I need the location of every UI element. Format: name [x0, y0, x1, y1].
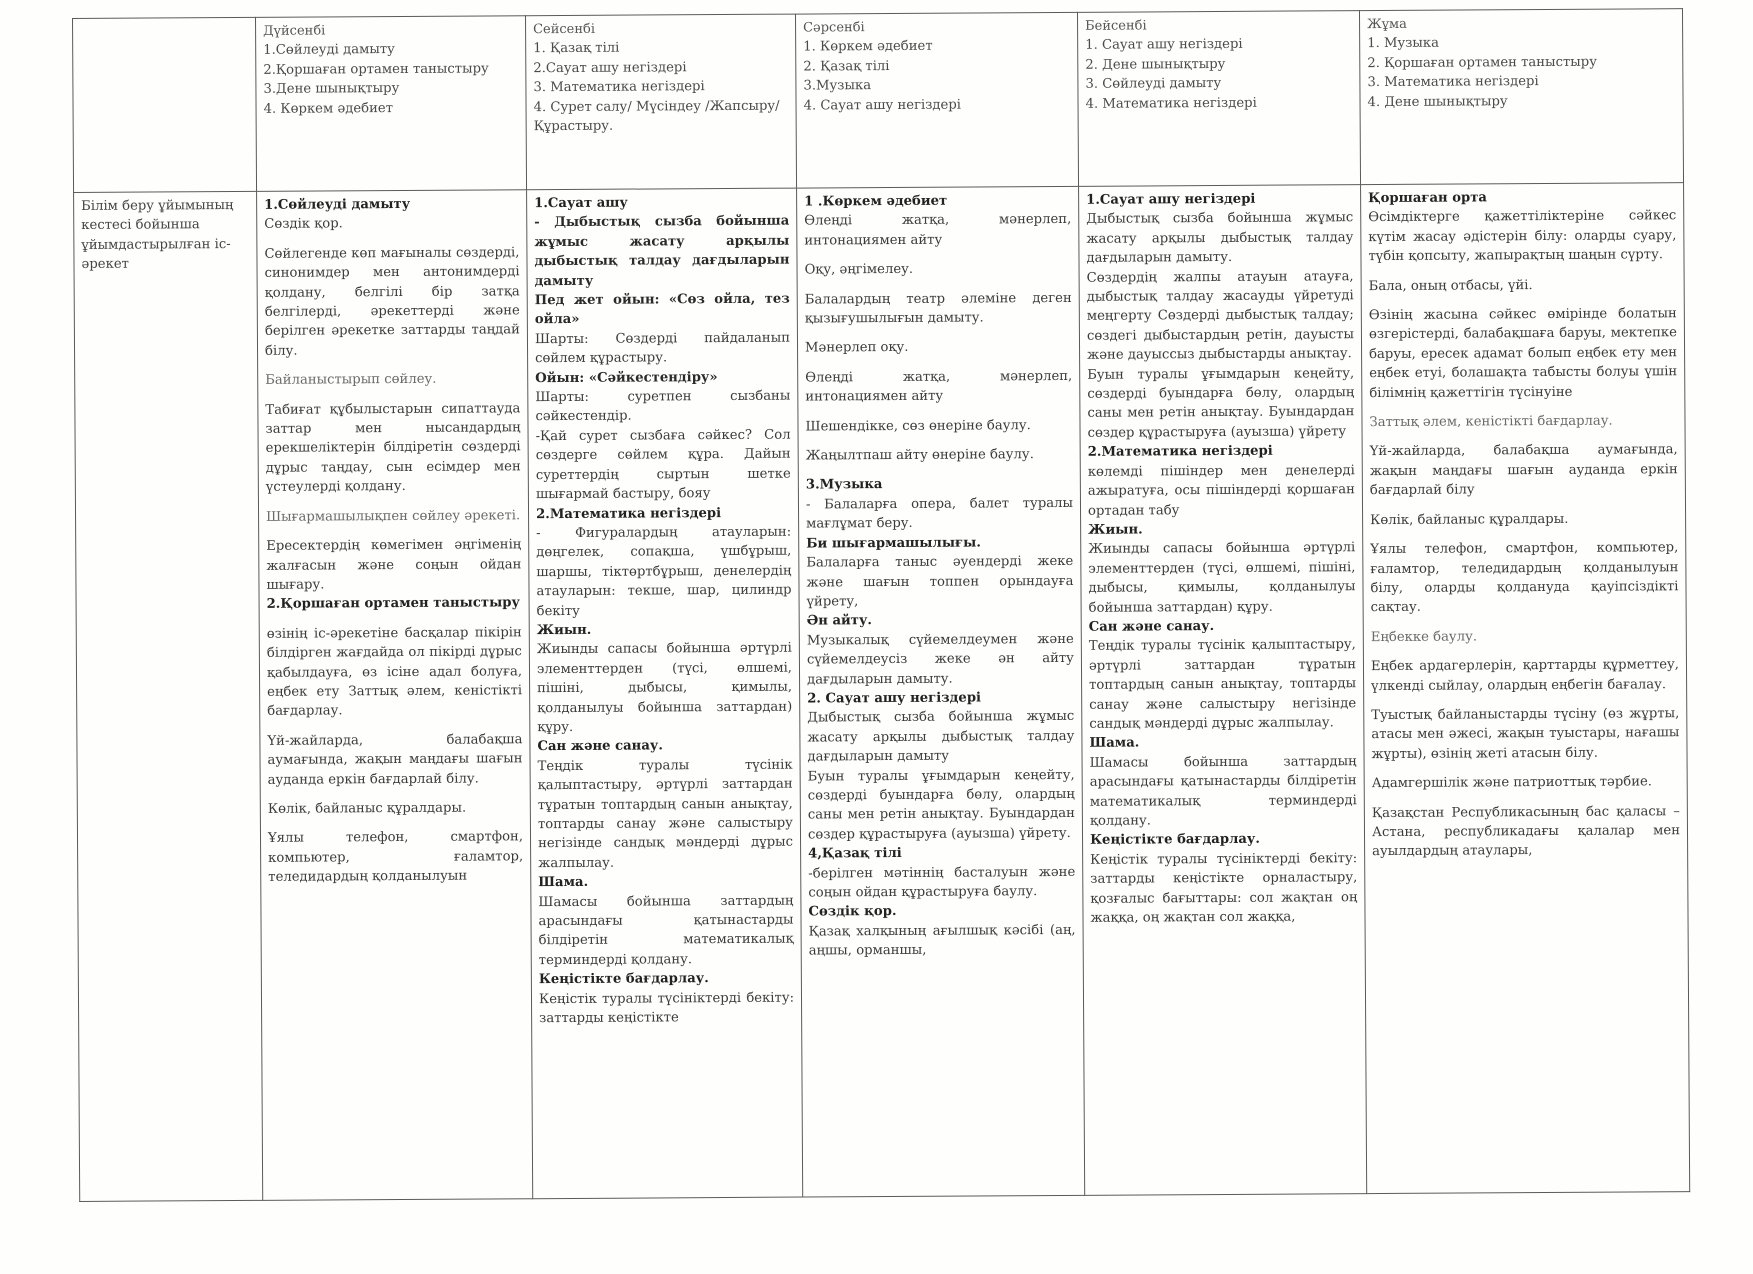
section-heading: Кеңістікте бағдарлау. — [538, 971, 709, 988]
paragraph: Ересектердің көмегімен әңгіменің жалғасын және соңын ойдан шығару. — [266, 537, 522, 593]
paragraph: көлемді пішіндер мен денелерді ажыратуға, осы пішіндерді қоршаған ортадан табу — [1087, 462, 1355, 519]
section-heading: Сан және санау. — [537, 738, 663, 755]
paragraph: Кеңістік туралы түсініктерді бекіту: заттарды кеңістікте орналастыру, қозғалыс бағыттары: сол жақтан оң жаққа, оң жақтан сол жаққа, — [1090, 850, 1358, 926]
day-subject: 1. Музыка — [1367, 36, 1440, 52]
paragraph: Ұялы телефон, смартфон, компьютер, ғаламтор, теледидардың қолданылуын — [267, 829, 524, 886]
paragraph: Ұялы телефон, смартфон, компьютер, ғаламтор, теледидардың қолданылуын білу, оларды қолдануда қауіпсіздікті сақтау. — [1370, 540, 1679, 616]
column-content — [804, 191, 1076, 961]
paragraph: Табиғат құбылыстарын сипаттауда заттар мен нысандардың ерекшеліктерін білдіретін сөздерді дұрыс таңдау, сын есімдер мен үстеулерді қолдану. — [265, 400, 521, 496]
paragraph: Теңдік туралы түсінік қалыптастыру, әртүрлі заттардан тұратын топтардың санын анықтау, топтарды санау және салыстыру негізінде сандық мәндерді дұрыс жалпылау. — [1088, 637, 1357, 732]
paragraph: Шамасы бойынша заттардың арасындағы қатынастарды білдіретін математикалық терминдерді қолдану. — [1089, 753, 1357, 829]
paragraph: Жаңылтпаш айту өнеріне баулу. — [805, 447, 1034, 464]
day-name: Сәрсенбі — [803, 20, 865, 36]
content-cell-wednesday — [797, 186, 1085, 1197]
paragraph: Балалардың театр әлеміне деген қызығушылығын дамыту. — [804, 290, 1072, 327]
day-subject: 4. Сауат ашу негіздері — [803, 97, 962, 114]
day-subject: 3. Математика негіздері — [533, 79, 705, 96]
section-heading: 1.Сауат ашу негіздері — [1086, 191, 1256, 208]
activity-label: Білім беру ұйымының кестесі бойынша ұйымдастырылған іс-әрекет — [81, 198, 234, 273]
paragraph: - Балаларға опера, балет туралы мағлұмат беру. — [805, 495, 1074, 532]
section-heading: Сөздік қор. — [808, 904, 897, 920]
paragraph: Көлік, байланыс құралдары. — [267, 800, 467, 817]
paragraph: Көлік, байланыс құралдары. — [1370, 511, 1569, 528]
paragraph: Туыстық байланыстарды түсіну (өз жұрты, атасы мен әжесі, жақын туыстары, нағашы жұрты), өзінің жеті атасын білу. — [1371, 706, 1680, 762]
day-name: Дүйсенбі — [263, 23, 326, 39]
section-heading: Қоршаған орта — [1368, 190, 1487, 207]
column-content — [534, 193, 794, 1029]
day-subject: 4. Математика негіздері — [1085, 95, 1257, 112]
section-heading: 1 .Көркем әдебиет — [804, 193, 948, 210]
day-name: Сейсенбі — [533, 21, 596, 38]
paragraph: Музыкалық сүйемелдеумен және сүйемелдеусіз жеке ән айту дағдыларын дамыту. — [806, 631, 1074, 688]
paragraph: Шамасы бойынша заттардың арасындағы қатынастарды білдіретін математикалық терминдерді қолдану. — [538, 893, 794, 969]
day-name: Жұма — [1367, 16, 1407, 33]
content-cell-tuesday — [527, 188, 803, 1199]
subheading-paragraph: Заттық әлем, кеністікті бағдарлау. — [1369, 413, 1613, 431]
day-subject: 4. Сурет салу/ Мүсіндеу /Жапсыру/Құрастыру. — [533, 98, 780, 135]
day-subject: 1. Сауат ашу негіздері — [1085, 37, 1243, 54]
paragraph: Мәнерлеп оқу. — [804, 340, 909, 356]
paragraph: Дыбыстық сызба бойынша жұмыс жасату арқылы дыбыстық талдау дағдыларын дамыту. — [1086, 210, 1354, 267]
day-subject: 2. Дене шынықтыру — [1085, 56, 1226, 73]
paragraph: Өлеңді жатқа, мәнерлеп, интонациямен айту — [804, 212, 1072, 249]
paragraph: Буын туралы ұғымдарын кеңейту, сөздерді буындарға бөлу, олардың саны мен ретін анықтау. Буындардан сөздер құрастыруға (ауызша) үйрету — [1087, 365, 1355, 441]
paragraph: Үй-жайларда, балабақша аумағында, жақын маңдағы шағын ауданда еркін бағдарлай білу — [1369, 442, 1678, 499]
day-cell-wednesday — [795, 12, 1078, 188]
paragraph: Теңдік туралы түсінік қалыптастыру, әртүрлі заттардан тұратын топтардың санын анықтау, топтарды санау және салыстыру негізінде сандық мәндерді дұрыс жалпылау. — [537, 757, 794, 871]
paragraph: -берілген мәтіннің басталуын және соңын ойдан құрастыруға баулу. — [808, 864, 1076, 901]
paragraph: өзінің іс-әрекетіне басқалар пікірін білдірген жағдайда ол пікірді дұрыс қабылдауға, өз ісіне адал болуға, еңбек ету Заттық әлем, кеністікті бағдарлау. — [266, 624, 523, 720]
column-content — [1086, 189, 1357, 928]
section-heading: 2.Қоршаған ортамен таныстыру — [266, 595, 520, 613]
paragraph: Шешендікке, сөз өнеріне баулу. — [805, 417, 1031, 435]
paragraph: Өзінің жасына сәйкес өмірінде болатын өзгерістерді, балабақшаға баруы, мектепке баруы, ересек адамат болып еңбек ету мен еңбек етуі, болашақта табысты болуы үшін білімнің қажеттігін түсінуіне — [1368, 306, 1678, 401]
section-heading: 1.Сауат ашу — [534, 195, 628, 212]
subheading-paragraph: Еңбекке баулу. — [1370, 629, 1478, 645]
activity-row — [74, 183, 1690, 1202]
paragraph: Жиынды сапасы бойынша әртүрлі элементтерден (түсі, өлшемі, пішіні, дыбысы, қимылы, қолданылуы бойынша заттардан) құру. — [536, 640, 793, 736]
day-subject: 2. Қазақ тілі — [803, 58, 890, 75]
paragraph: Буын туралы ұғымдарын кеңейту, сөздерді буындарға бөлу, олардың саны мен ретін анықтау. Буындардан сөздер құрастыруға (ауызша) үйрету. — [807, 767, 1075, 843]
bold-paragraph: Ойын: «Сәйкестендіру» — [535, 369, 718, 386]
column-content — [1368, 187, 1680, 862]
paragraph: Дыбыстық сызба бойынша жұмыс жасату арқылы дыбыстық талдау дағдыларын дамыту — [807, 709, 1075, 765]
section-heading: Ән айту. — [806, 613, 873, 629]
bold-paragraph: - Дыбыстық сызба бойынша жұмыс жасату арқылы дыбыстық талдау дағдыларын дамыту — [534, 214, 790, 289]
section-heading: 2.Математика негіздері — [535, 505, 722, 522]
day-subject: 1. Көркем әдебиет — [803, 39, 933, 55]
paragraph: Сөйлегенде көп мағыналы сөздерді, синонимдер мен антонимдерді қолдану, белгілі бір затқа белгілерді, әрекеттерді және берілген әрекетке заттарды таңдай білу. — [264, 245, 520, 359]
subheading-paragraph: Байланыстырып сөйлеу. — [265, 372, 437, 389]
section-heading: Жиын. — [1088, 522, 1143, 538]
day-subject: 2.Сауат ашу негіздері — [533, 60, 687, 76]
paragraph: Шарты: Сөздерді пайдаланып сөйлем құрастыру. — [534, 330, 791, 367]
column-content — [264, 194, 523, 887]
section-heading: 3.Музыка — [805, 477, 883, 493]
weekly-schedule-table — [72, 8, 1690, 1202]
section-heading: 2. Сауат ашу негіздері — [807, 690, 982, 707]
paragraph: Өсімдіктерге қажеттіліктеріне сәйкес күтім жасау әдістерін білу: оларды суару, түбін қопсыту, жапырақтың шаңын сүрту. — [1368, 208, 1677, 265]
paragraph: Қазақ халқының ағылшық кәсібі (аң, аңшы, орманшы, — [808, 922, 1076, 959]
day-subject: 1. Қазақ тілі — [533, 41, 620, 57]
paragraph: Оқу, әңгімелеу. — [804, 262, 914, 278]
day-subject: 2. Қоршаған ортамен таныстыру — [1367, 54, 1597, 71]
day-subject: 3.Дене шынықтыру — [263, 81, 400, 98]
day-cell-thursday — [1077, 11, 1360, 187]
content-cell-friday — [1361, 183, 1690, 1194]
day-subject: 3.Музыка — [803, 78, 872, 94]
section-heading: Жиын. — [536, 622, 592, 639]
day-name: Бейсенбі — [1085, 18, 1147, 34]
header-empty-cell — [73, 17, 257, 192]
section-heading: 4,Қазақ тілі — [808, 846, 902, 862]
section-heading: Шама. — [1089, 735, 1140, 752]
paragraph: Үй-жайларда, балабақша аумағында, жақын маңдағы шағын ауданда еркін бағдарлай білу. — [267, 732, 523, 788]
content-cell-monday — [257, 190, 533, 1201]
paragraph: - Фигуралардың атауларын: дөңгелек, сопақша, үшбұрыш, шаршы, тіктөртбұрыш, денелердің атауларын: текше, шар, цилиндр бекіту — [536, 524, 792, 619]
day-subject: 2.Қоршаған ортамен таныстыру — [263, 61, 489, 78]
paragraph: Кеңістік туралы түсініктерді бекіту: заттарды кеңістікте — [538, 990, 795, 1027]
paragraph: Шарты: суретпен сызбаны сәйкестендір. — [535, 388, 791, 425]
section-heading: 2.Математика негіздері — [1087, 443, 1273, 461]
paragraph: Адамгершілік және патриоттық тәрбие. — [1371, 774, 1653, 792]
schedule-table-wrapper — [72, 8, 1689, 1198]
paragraph: Балаларға таныс әуендерді жеке және шағын топпен орындауға үйрету, — [806, 553, 1074, 610]
paragraph: Жиынды сапасы бойынша әртүрлі элементтерден (түсі, өлшемі, пішіні, дыбысы, қимылы, қолданылуы бойынша заттардан) құру. — [1088, 540, 1356, 616]
section-heading: Шама. — [538, 875, 589, 891]
day-subject: 4. Дене шынықтыру — [1367, 93, 1508, 110]
paragraph: Сөздік қор. — [264, 216, 343, 233]
section-heading: Би шығармашылығы. — [806, 535, 981, 552]
paragraph: Сөздердің жалпы атауын атауға, дыбыстық талдау жасауды үйретуді меңгерту Сөздерді дыбыстық талдау; сөздегі дыбыстардың ретін, дауысты және дауыссыз дыбыстарды анықтау. — [1086, 268, 1355, 364]
paragraph: Еңбек ардагерлерін, қарттарды құрметтеу, үлкенді сыйлау, олардың еңбегін бағалау. — [1370, 657, 1680, 694]
paragraph: Қазақстан Республикасының бас қаласы – Астана, республикадағы қалалар мен ауылдардың атаулары, — [1371, 803, 1681, 860]
subheading-paragraph: Шығармашылықпен сөйлеу әрекеті. — [266, 507, 521, 525]
activity-label-cell — [74, 191, 263, 1201]
paragraph: Өлеңді жатқа, мәнерлеп, интонациямен айту — [805, 368, 1073, 405]
day-subject: 4. Көркем әдебиет — [263, 100, 394, 117]
day-cell-monday — [255, 16, 526, 192]
bold-paragraph: Пед жет ойын: «Сөз ойла, тез ойла» — [534, 291, 790, 328]
day-subject: 3. Сөйлеуді дамыту — [1085, 76, 1222, 93]
day-cell-tuesday — [525, 14, 796, 190]
section-heading: Кеңістікте бағдарлау. — [1089, 832, 1260, 849]
paragraph: Бала, оның отбасы, үйі. — [1368, 277, 1533, 294]
section-heading: Сан және санау. — [1088, 618, 1215, 635]
header-row — [73, 9, 1684, 193]
section-heading: 1.Сөйлеуді дамыту — [264, 196, 411, 213]
content-cell-thursday — [1079, 185, 1367, 1196]
paragraph: -Қай сурет сызбаға сәйкес? Сол сөздерге сөйлем құра. Дайын суреттердің сыртын шетке шығармай бастыру, бояу — [535, 427, 791, 503]
day-subject: 3. Математика негіздері — [1367, 74, 1539, 91]
day-cell-friday — [1359, 9, 1683, 185]
day-subject: 1.Сөйлеуді дамыту — [263, 42, 395, 59]
